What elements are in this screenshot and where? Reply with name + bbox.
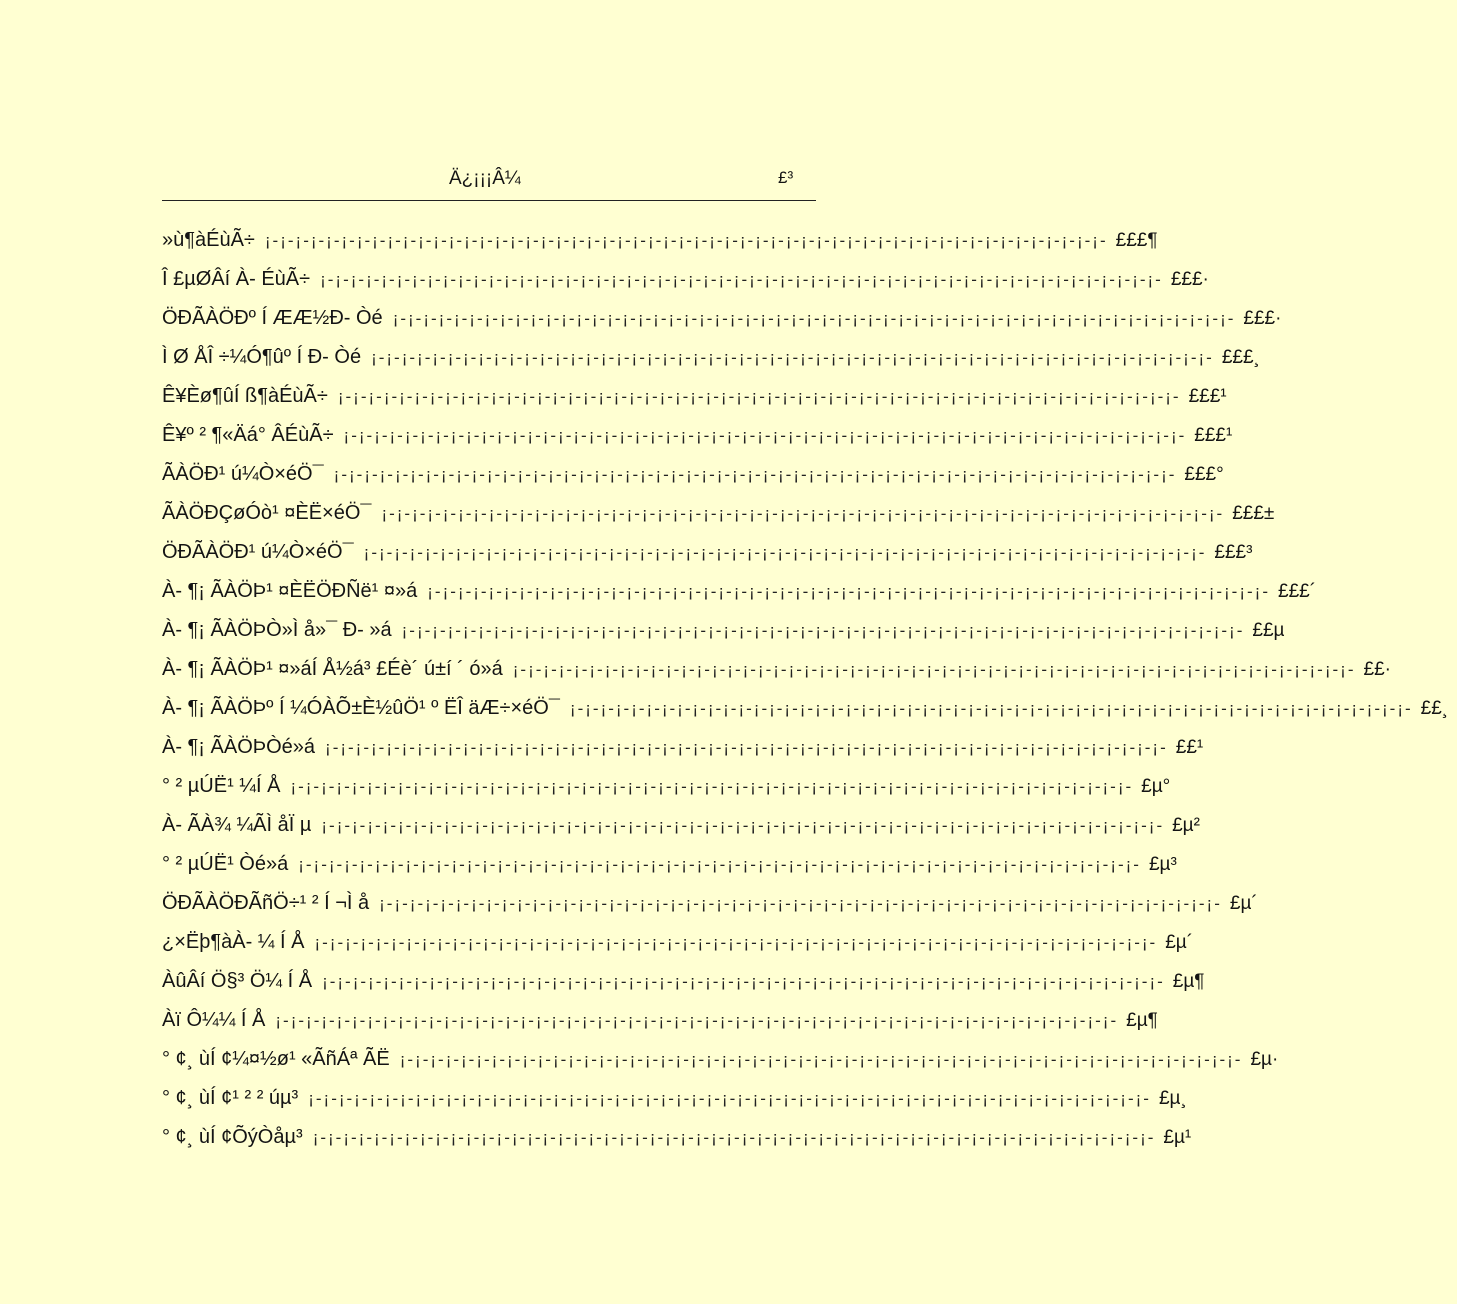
toc-entry-page: £µ¹ bbox=[1163, 1127, 1192, 1148]
toc-entry-title: ÃÀÖÐÇøÓò¹ ¤ÈË×éÖ¯ bbox=[162, 502, 372, 524]
toc-entry-title: Ê¥Èø¶ûÍ ß¶àÉùÃ÷ bbox=[162, 385, 328, 407]
toc-entry-page: £µ· bbox=[1250, 1049, 1279, 1070]
toc-entry-page: £µ° bbox=[1141, 776, 1171, 797]
toc-entry-title: À- ¶¡ ÃÀÖÞ¹ ¤ÈËÖÐÑë¹ ¤»á bbox=[162, 580, 418, 602]
toc-entry-title: ÃÀÖÐ¹ ú¼Ò×éÖ¯ bbox=[162, 463, 324, 485]
toc-entry[interactable] bbox=[162, 1040, 1279, 1079]
toc-entry-title: ¿×Ëþ¶àÀ- ¼ Í Å bbox=[162, 931, 305, 953]
page-header bbox=[162, 166, 816, 201]
toc-entry-page: £µ¶ bbox=[1172, 971, 1205, 992]
dot-leader: ¡-¡-¡-¡-¡-¡-¡-¡-¡-¡-¡-¡-¡-¡-¡-¡-¡-¡-¡-¡-¡-¡-¡-¡-¡-¡-¡-¡-¡-¡-¡-¡-¡-¡-¡-¡-¡-¡-¡-¡-¡-¡-¡-¡-¡-¡-¡-¡-¡-¡-¡-¡-¡-¡-¡- bbox=[379, 894, 1222, 913]
toc-entry-page: £µ´ bbox=[1165, 932, 1194, 953]
dot-leader: ¡-¡-¡-¡-¡-¡-¡-¡-¡-¡-¡-¡-¡-¡-¡-¡-¡-¡-¡-¡-¡-¡-¡-¡-¡-¡-¡-¡-¡-¡-¡-¡-¡-¡-¡-¡-¡-¡-¡-¡-¡-¡-¡-¡-¡-¡-¡-¡-¡-¡-¡-¡-¡-¡-¡- bbox=[312, 1128, 1156, 1147]
dot-leader: ¡-¡-¡-¡-¡-¡-¡-¡-¡-¡-¡-¡-¡-¡-¡-¡-¡-¡-¡-¡-¡-¡-¡-¡-¡-¡-¡-¡-¡-¡-¡-¡-¡-¡-¡-¡-¡-¡-¡-¡-¡-¡-¡-¡-¡-¡-¡-¡-¡-¡-¡-¡-¡-¡-¡- bbox=[290, 777, 1134, 796]
toc-entry-page: £££¶ bbox=[1115, 230, 1158, 251]
toc-entry-page: £££° bbox=[1184, 464, 1224, 485]
toc-entry[interactable] bbox=[162, 1079, 1187, 1118]
toc-entry[interactable] bbox=[162, 455, 1224, 494]
toc-entry-title: À- ¶¡ ÃÀÖÞº Í ¼ÓÀÕ±È½ûÖ¹ º ËÎ äÆ÷×éÖ¯ bbox=[162, 697, 560, 719]
toc-entry[interactable] bbox=[162, 962, 1205, 1001]
dot-leader: ¡-¡-¡-¡-¡-¡-¡-¡-¡-¡-¡-¡-¡-¡-¡-¡-¡-¡-¡-¡-¡-¡-¡-¡-¡-¡-¡-¡-¡-¡-¡-¡-¡-¡-¡-¡-¡-¡-¡-¡-¡-¡-¡-¡-¡-¡-¡-¡-¡-¡-¡-¡-¡-¡-¡- bbox=[298, 855, 1141, 874]
toc-entry[interactable] bbox=[162, 338, 1260, 377]
dot-leader: ¡-¡-¡-¡-¡-¡-¡-¡-¡-¡-¡-¡-¡-¡-¡-¡-¡-¡-¡-¡-¡-¡-¡-¡-¡-¡-¡-¡-¡-¡-¡-¡-¡-¡-¡-¡-¡-¡-¡-¡-¡-¡-¡-¡-¡-¡-¡-¡-¡-¡-¡-¡-¡-¡-¡- bbox=[399, 1050, 1243, 1069]
toc-entry-title: Î £µØÂí À- ÉùÃ÷ bbox=[162, 268, 311, 290]
toc-entry-page: £µ² bbox=[1172, 815, 1200, 836]
dot-leader: ¡-¡-¡-¡-¡-¡-¡-¡-¡-¡-¡-¡-¡-¡-¡-¡-¡-¡-¡-¡-¡-¡-¡-¡-¡-¡-¡-¡-¡-¡-¡-¡-¡-¡-¡-¡-¡-¡-¡-¡-¡-¡-¡-¡-¡-¡-¡-¡-¡-¡-¡-¡-¡-¡-¡- bbox=[320, 270, 1163, 289]
toc-entry[interactable] bbox=[162, 260, 1209, 299]
dot-leader: ¡-¡-¡-¡-¡-¡-¡-¡-¡-¡-¡-¡-¡-¡-¡-¡-¡-¡-¡-¡-¡-¡-¡-¡-¡-¡-¡-¡-¡-¡-¡-¡-¡-¡-¡-¡-¡-¡-¡-¡-¡-¡-¡-¡-¡-¡-¡-¡-¡-¡-¡-¡-¡-¡-¡- bbox=[381, 504, 1225, 523]
page-number: £³ bbox=[778, 168, 794, 187]
toc-entry-page: ££· bbox=[1363, 659, 1391, 680]
toc-entry[interactable] bbox=[162, 845, 1177, 884]
dot-leader: ¡-¡-¡-¡-¡-¡-¡-¡-¡-¡-¡-¡-¡-¡-¡-¡-¡-¡-¡-¡-¡-¡-¡-¡-¡-¡-¡-¡-¡-¡-¡-¡-¡-¡-¡-¡-¡-¡-¡-¡-¡-¡-¡-¡-¡-¡-¡-¡-¡-¡-¡-¡-¡-¡-¡- bbox=[401, 621, 1245, 640]
dot-leader: ¡-¡-¡-¡-¡-¡-¡-¡-¡-¡-¡-¡-¡-¡-¡-¡-¡-¡-¡-¡-¡-¡-¡-¡-¡-¡-¡-¡-¡-¡-¡-¡-¡-¡-¡-¡-¡-¡-¡-¡-¡-¡-¡-¡-¡-¡-¡-¡-¡-¡-¡-¡-¡-¡-¡- bbox=[264, 231, 1108, 250]
toc-entry[interactable] bbox=[162, 494, 1275, 533]
dot-leader: ¡-¡-¡-¡-¡-¡-¡-¡-¡-¡-¡-¡-¡-¡-¡-¡-¡-¡-¡-¡-¡-¡-¡-¡-¡-¡-¡-¡-¡-¡-¡-¡-¡-¡-¡-¡-¡-¡-¡-¡-¡-¡-¡-¡-¡-¡-¡-¡-¡-¡-¡-¡-¡-¡-¡- bbox=[337, 387, 1181, 406]
toc-entry[interactable] bbox=[162, 221, 1158, 260]
toc-entry[interactable] bbox=[162, 650, 1391, 689]
dot-leader: ¡-¡-¡-¡-¡-¡-¡-¡-¡-¡-¡-¡-¡-¡-¡-¡-¡-¡-¡-¡-¡-¡-¡-¡-¡-¡-¡-¡-¡-¡-¡-¡-¡-¡-¡-¡-¡-¡-¡-¡-¡-¡-¡-¡-¡-¡-¡-¡-¡-¡-¡-¡-¡-¡-¡- bbox=[321, 816, 1165, 835]
toc-entry[interactable] bbox=[162, 572, 1317, 611]
toc-entry-page: £µ´ bbox=[1229, 893, 1258, 914]
toc-entry-title: ° ¢¸ ùÍ ¢ÕýÒåµ³ bbox=[162, 1126, 303, 1148]
toc-entry[interactable] bbox=[162, 1001, 1158, 1040]
toc-entry-title: Àï Ô¼¼ Í Å bbox=[162, 1009, 266, 1031]
toc-entry-page: £££³ bbox=[1214, 542, 1253, 563]
toc-entry-page: £µ¸ bbox=[1158, 1088, 1187, 1109]
toc-entry[interactable] bbox=[162, 923, 1194, 962]
dot-leader: ¡-¡-¡-¡-¡-¡-¡-¡-¡-¡-¡-¡-¡-¡-¡-¡-¡-¡-¡-¡-¡-¡-¡-¡-¡-¡-¡-¡-¡-¡-¡-¡-¡-¡-¡-¡-¡-¡-¡-¡-¡-¡-¡-¡-¡-¡-¡-¡-¡-¡-¡-¡-¡-¡-¡- bbox=[363, 543, 1207, 562]
toc-entry-title: À- ¶¡ ÃÀÖÞÒ»Ì å»¯ Ð- »á bbox=[162, 619, 392, 641]
dot-leader: ¡-¡-¡-¡-¡-¡-¡-¡-¡-¡-¡-¡-¡-¡-¡-¡-¡-¡-¡-¡-¡-¡-¡-¡-¡-¡-¡-¡-¡-¡-¡-¡-¡-¡-¡-¡-¡-¡-¡-¡-¡-¡-¡-¡-¡-¡-¡-¡-¡-¡-¡-¡-¡-¡-¡- bbox=[371, 348, 1214, 367]
toc-entry-title: ° ¢¸ ùÍ ¢¹ ² ² úµ³ bbox=[162, 1087, 299, 1109]
toc-entry-page: ££¹ bbox=[1175, 737, 1204, 758]
toc-entry-title: ° ² µÚË¹ ¼Í Å bbox=[162, 775, 281, 797]
toc-entry-title: ÖÐÃÀÖÐ¹ ú¼Ò×éÖ¯ bbox=[162, 541, 354, 563]
dot-leader: ¡-¡-¡-¡-¡-¡-¡-¡-¡-¡-¡-¡-¡-¡-¡-¡-¡-¡-¡-¡-¡-¡-¡-¡-¡-¡-¡-¡-¡-¡-¡-¡-¡-¡-¡-¡-¡-¡-¡-¡-¡-¡-¡-¡-¡-¡-¡-¡-¡-¡-¡-¡-¡-¡-¡- bbox=[512, 660, 1356, 679]
dot-leader: ¡-¡-¡-¡-¡-¡-¡-¡-¡-¡-¡-¡-¡-¡-¡-¡-¡-¡-¡-¡-¡-¡-¡-¡-¡-¡-¡-¡-¡-¡-¡-¡-¡-¡-¡-¡-¡-¡-¡-¡-¡-¡-¡-¡-¡-¡-¡-¡-¡-¡-¡-¡-¡-¡-¡- bbox=[569, 699, 1413, 718]
toc-entry-title: ÀûÂí Ö§³ Ö¼ Í Å bbox=[162, 970, 313, 992]
toc-entry-page: £££¹ bbox=[1194, 425, 1233, 446]
toc-entry[interactable] bbox=[162, 611, 1285, 650]
toc-entry-title: Ê¥º ² ¶«Äá° ÂÉùÃ÷ bbox=[162, 424, 334, 446]
toc-entry[interactable] bbox=[162, 377, 1227, 416]
running-title: Ä¿¡¡¡Â¼ bbox=[449, 168, 521, 189]
toc-entry-title: ° ² µÚË¹ Òé»á bbox=[162, 853, 289, 875]
toc-entry-title: À- ¶¡ ÃÀÖÞÒé»á bbox=[162, 736, 316, 758]
toc-entry[interactable] bbox=[162, 728, 1204, 767]
toc-entry[interactable] bbox=[162, 299, 1282, 338]
toc-entry-page: £µ¶ bbox=[1126, 1010, 1158, 1031]
toc-entry-page: £££¹ bbox=[1188, 386, 1227, 407]
dot-leader: ¡-¡-¡-¡-¡-¡-¡-¡-¡-¡-¡-¡-¡-¡-¡-¡-¡-¡-¡-¡-¡-¡-¡-¡-¡-¡-¡-¡-¡-¡-¡-¡-¡-¡-¡-¡-¡-¡-¡-¡-¡-¡-¡-¡-¡-¡-¡-¡-¡-¡-¡-¡-¡-¡-¡- bbox=[333, 465, 1177, 484]
dot-leader: ¡-¡-¡-¡-¡-¡-¡-¡-¡-¡-¡-¡-¡-¡-¡-¡-¡-¡-¡-¡-¡-¡-¡-¡-¡-¡-¡-¡-¡-¡-¡-¡-¡-¡-¡-¡-¡-¡-¡-¡-¡-¡-¡-¡-¡-¡-¡-¡-¡-¡-¡-¡-¡-¡-¡- bbox=[343, 426, 1187, 445]
dot-leader: ¡-¡-¡-¡-¡-¡-¡-¡-¡-¡-¡-¡-¡-¡-¡-¡-¡-¡-¡-¡-¡-¡-¡-¡-¡-¡-¡-¡-¡-¡-¡-¡-¡-¡-¡-¡-¡-¡-¡-¡-¡-¡-¡-¡-¡-¡-¡-¡-¡-¡-¡-¡-¡-¡-¡- bbox=[427, 582, 1270, 601]
dot-leader: ¡-¡-¡-¡-¡-¡-¡-¡-¡-¡-¡-¡-¡-¡-¡-¡-¡-¡-¡-¡-¡-¡-¡-¡-¡-¡-¡-¡-¡-¡-¡-¡-¡-¡-¡-¡-¡-¡-¡-¡-¡-¡-¡-¡-¡-¡-¡-¡-¡-¡-¡-¡-¡-¡-¡- bbox=[392, 309, 1236, 328]
toc-entry-title: ° ¢¸ ùÍ ¢¼¤½ø¹ «ÃñÁª ÃË bbox=[162, 1048, 390, 1070]
toc-entry-page: £££¸ bbox=[1221, 347, 1260, 368]
dot-leader: ¡-¡-¡-¡-¡-¡-¡-¡-¡-¡-¡-¡-¡-¡-¡-¡-¡-¡-¡-¡-¡-¡-¡-¡-¡-¡-¡-¡-¡-¡-¡-¡-¡-¡-¡-¡-¡-¡-¡-¡-¡-¡-¡-¡-¡-¡-¡-¡-¡-¡-¡-¡-¡-¡-¡- bbox=[308, 1089, 1151, 1108]
toc-entry[interactable] bbox=[162, 416, 1233, 455]
toc-entry-page: ££¸ bbox=[1420, 698, 1449, 719]
toc-entry-page: £££´ bbox=[1278, 581, 1317, 602]
dot-leader: ¡-¡-¡-¡-¡-¡-¡-¡-¡-¡-¡-¡-¡-¡-¡-¡-¡-¡-¡-¡-¡-¡-¡-¡-¡-¡-¡-¡-¡-¡-¡-¡-¡-¡-¡-¡-¡-¡-¡-¡-¡-¡-¡-¡-¡-¡-¡-¡-¡-¡-¡-¡-¡-¡-¡- bbox=[275, 1011, 1119, 1030]
toc-entry-title: ÖÐÃÀÖÐÃñÖ÷¹ ² Í ¬Ì å bbox=[162, 892, 370, 914]
toc-entry[interactable] bbox=[162, 767, 1171, 806]
toc-entry-title: ÖÐÃÀÖÐº Í ÆÆ½Ð- Òé bbox=[162, 307, 383, 329]
toc-entry-title: À- ¶¡ ÃÀÖÞ¹ ¤»áÍ Å½á³ £Éè´ ú±í ´ ó»á bbox=[162, 658, 503, 680]
toc-entry[interactable] bbox=[162, 689, 1449, 728]
toc-entry-page: £££± bbox=[1232, 503, 1275, 524]
dot-leader: ¡-¡-¡-¡-¡-¡-¡-¡-¡-¡-¡-¡-¡-¡-¡-¡-¡-¡-¡-¡-¡-¡-¡-¡-¡-¡-¡-¡-¡-¡-¡-¡-¡-¡-¡-¡-¡-¡-¡-¡-¡-¡-¡-¡-¡-¡-¡-¡-¡-¡-¡-¡-¡-¡-¡- bbox=[325, 738, 1168, 757]
toc-entry-title: Ì Ø ÅÎ ÷¼Ó¶ûº Í Ð- Òé bbox=[162, 346, 362, 368]
toc-entry-page: £££· bbox=[1170, 269, 1209, 290]
toc-entry-page: ££µ bbox=[1252, 620, 1285, 641]
table-of-contents bbox=[162, 221, 1449, 1157]
toc-entry-page: £µ³ bbox=[1148, 854, 1177, 875]
toc-entry-title: »ù¶àÉùÃ÷ bbox=[162, 229, 255, 251]
toc-entry[interactable] bbox=[162, 884, 1258, 923]
dot-leader: ¡-¡-¡-¡-¡-¡-¡-¡-¡-¡-¡-¡-¡-¡-¡-¡-¡-¡-¡-¡-¡-¡-¡-¡-¡-¡-¡-¡-¡-¡-¡-¡-¡-¡-¡-¡-¡-¡-¡-¡-¡-¡-¡-¡-¡-¡-¡-¡-¡-¡-¡-¡-¡-¡-¡- bbox=[314, 933, 1158, 952]
toc-entry-title: À- ÃÀ¾ ¼ÃÌ åÏ µ bbox=[162, 814, 312, 836]
toc-entry[interactable] bbox=[162, 806, 1200, 845]
toc-entry[interactable] bbox=[162, 1118, 1192, 1157]
dot-leader: ¡-¡-¡-¡-¡-¡-¡-¡-¡-¡-¡-¡-¡-¡-¡-¡-¡-¡-¡-¡-¡-¡-¡-¡-¡-¡-¡-¡-¡-¡-¡-¡-¡-¡-¡-¡-¡-¡-¡-¡-¡-¡-¡-¡-¡-¡-¡-¡-¡-¡-¡-¡-¡-¡-¡- bbox=[322, 972, 1165, 991]
toc-entry[interactable] bbox=[162, 533, 1253, 572]
toc-entry-page: £££· bbox=[1243, 308, 1282, 329]
